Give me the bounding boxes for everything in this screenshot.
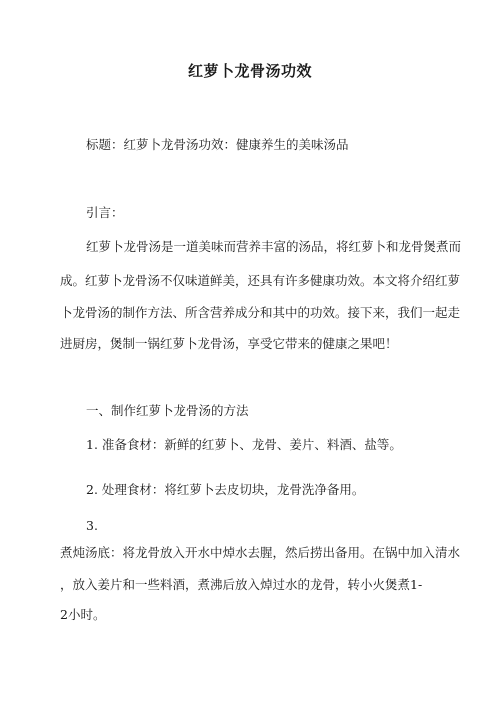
step-text-line: 煮炖汤底：将龙骨放入开水中焯水去腥，然后捞出备用。在锅中加入清水: [60, 545, 461, 560]
subtitle-line: 标题：红萝卜龙骨汤功效：健康养生的美味汤品: [86, 137, 349, 152]
intro-paragraph-line: 卜龙骨汤的制作方法、所含营养成分和其中的功效。接下来，我们一起走: [60, 305, 461, 320]
step-item: 1. 准备食材：新鲜的红萝卜、龙骨、姜片、料酒、盐等。: [86, 437, 402, 452]
document-title: 红萝卜龙骨汤功效: [187, 62, 312, 80]
intro-paragraph-line: 红萝卜龙骨汤是一道美味而营养丰富的汤品，将红萝卜和龙骨煲煮而: [86, 239, 462, 254]
step-text-line: 2小时。: [60, 607, 106, 622]
intro-paragraph-line: 进厨房，煲制一锅红萝卜龙骨汤，享受它带来的健康之果吧！: [60, 336, 398, 351]
step-item: 2. 处理食材：将红萝卜去皮切块，龙骨洗净备用。: [86, 482, 365, 497]
intro-heading: 引言：: [86, 205, 124, 220]
step-text-line: ，放入姜片和一些料酒，煮沸后放入焯过水的龙骨，转小火煲煮1-: [60, 577, 423, 592]
intro-paragraph-line: 成。红萝卜龙骨汤不仅味道鲜美，还具有许多健康功效。本文将介绍红萝: [60, 273, 461, 288]
section-heading: 一、制作红萝卜龙骨汤的方法: [86, 403, 249, 418]
step-number: 3.: [86, 518, 98, 533]
